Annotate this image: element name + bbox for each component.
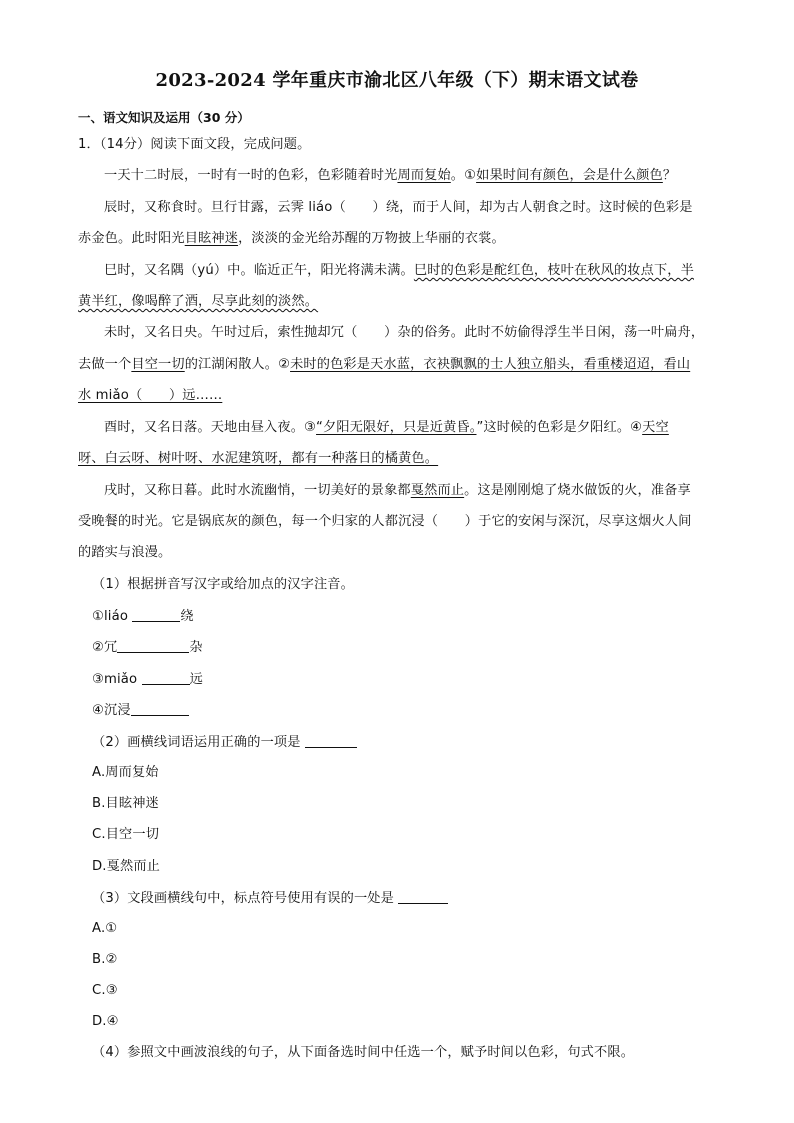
answer-blank[interactable] (132, 607, 180, 622)
answer-blank[interactable] (398, 889, 448, 904)
option-b[interactable]: B.目眩神迷 (92, 796, 159, 811)
answer-line-4: ④沉浸 (92, 701, 734, 720)
question-header: 1．（14分）阅读下面文段，完成问题。 (78, 137, 311, 152)
passage-paragraph-4-cont: 去做一个目空一切的江湖闲散人。②未时的色彩是天水蓝，衣袂飘飘的士人独立船头，看重楼迢迢，看山 (78, 357, 691, 372)
option-b[interactable]: B.② (92, 952, 118, 967)
answer-line-3: ③miǎo 远 (92, 672, 203, 687)
option-d[interactable]: D.④ (92, 1014, 119, 1029)
passage-paragraph-1: 一天十二时辰，一时有一时的色彩，色彩随着时光周而复始。①如果时间有颜色，会是什么颜色？ (104, 168, 677, 183)
passage-paragraph-6: 戌时，又称日暮。此时水流幽悄，一切美好的景象都戛然而止。这是刚刚熄了烧水做饭的火，准备享 (104, 483, 691, 498)
passage-paragraph-5-cont: 呀、白云呀、树叶呀、水泥建筑呀，都有一种落日的橘黄色。 (78, 451, 439, 466)
answer-blank[interactable] (131, 701, 189, 716)
answer-blank[interactable] (305, 733, 357, 748)
subquestion-1-prompt: （1）根据拼音写汉字或给加点的汉字注音。 (92, 577, 354, 592)
passage-paragraph-5: 酉时，又名日落。天地由昼入夜。③“夕阳无限好，只是近黄昏。”这时候的色彩是夕阳红。④天空 (104, 420, 669, 435)
option-c[interactable]: C.③ (92, 983, 118, 998)
passage-paragraph-2: 辰时，又称食时。旦行甘露，云霁 liáo（ ）绕，而于人间，却为古人朝食之时。这时候的色彩是 (104, 200, 693, 215)
subquestion-2-prompt: （2）画横线词语运用正确的一项是 (92, 733, 734, 752)
exam-title: 2023-2024 学年重庆市渝北区八年级（下）期末语文试卷 (155, 70, 639, 91)
answer-line-2: ②冗 杂 (92, 640, 203, 655)
option-a[interactable]: A.① (92, 921, 118, 936)
passage-paragraph-6-cont2: 的踏实与浪漫。 (78, 545, 172, 560)
subquestion-4-prompt: （4）参照文中画波浪线的句子，从下面备选时间中任选一个，赋予时间以色彩，句式不限。 (92, 1045, 635, 1060)
passage-paragraph-6-cont: 受晚餐的时光。它是锅底灰的颜色，每一个归家的人都沉浸（ ）于它的安闲与深沉，尽享这烟火人间 (78, 514, 692, 529)
option-a[interactable]: A.周而复始 (92, 765, 159, 780)
answer-blank[interactable] (117, 638, 189, 653)
answer-blank[interactable] (142, 670, 190, 685)
section-heading: 一、语文知识及运用（30 分） (78, 110, 250, 125)
passage-paragraph-4-cont2: 水 miǎo（ ）远…… (78, 388, 223, 403)
option-c[interactable]: C.目空一切 (92, 827, 160, 842)
answer-line-1: ①liáo 绕 (92, 609, 194, 624)
passage-paragraph-3-cont: 黄半红，像喝醉了酒，尽享此刻的淡然。 (78, 294, 319, 309)
option-d[interactable]: D.戛然而止 (92, 859, 160, 874)
subquestion-3-prompt: （3）文段画横线句中，标点符号使用有误的一处是 (92, 889, 734, 908)
passage-paragraph-2-cont: 赤金色。此时阳光目眩神迷，淡淡的金光给苏醒的万物披上华丽的衣裳。 (78, 231, 505, 246)
passage-paragraph-3: 巳时，又名隅（yú）中。临近正午，阳光将满未满。巳时的色彩是酡红色，枝叶在秋风的妆点下，半 (104, 263, 694, 278)
passage-paragraph-4: 未时，又名日央。午时过后，索性抛却冗（ ）杂的俗务。此时不妨偷得浮生半日闲，荡一叶扁舟， (104, 325, 705, 340)
